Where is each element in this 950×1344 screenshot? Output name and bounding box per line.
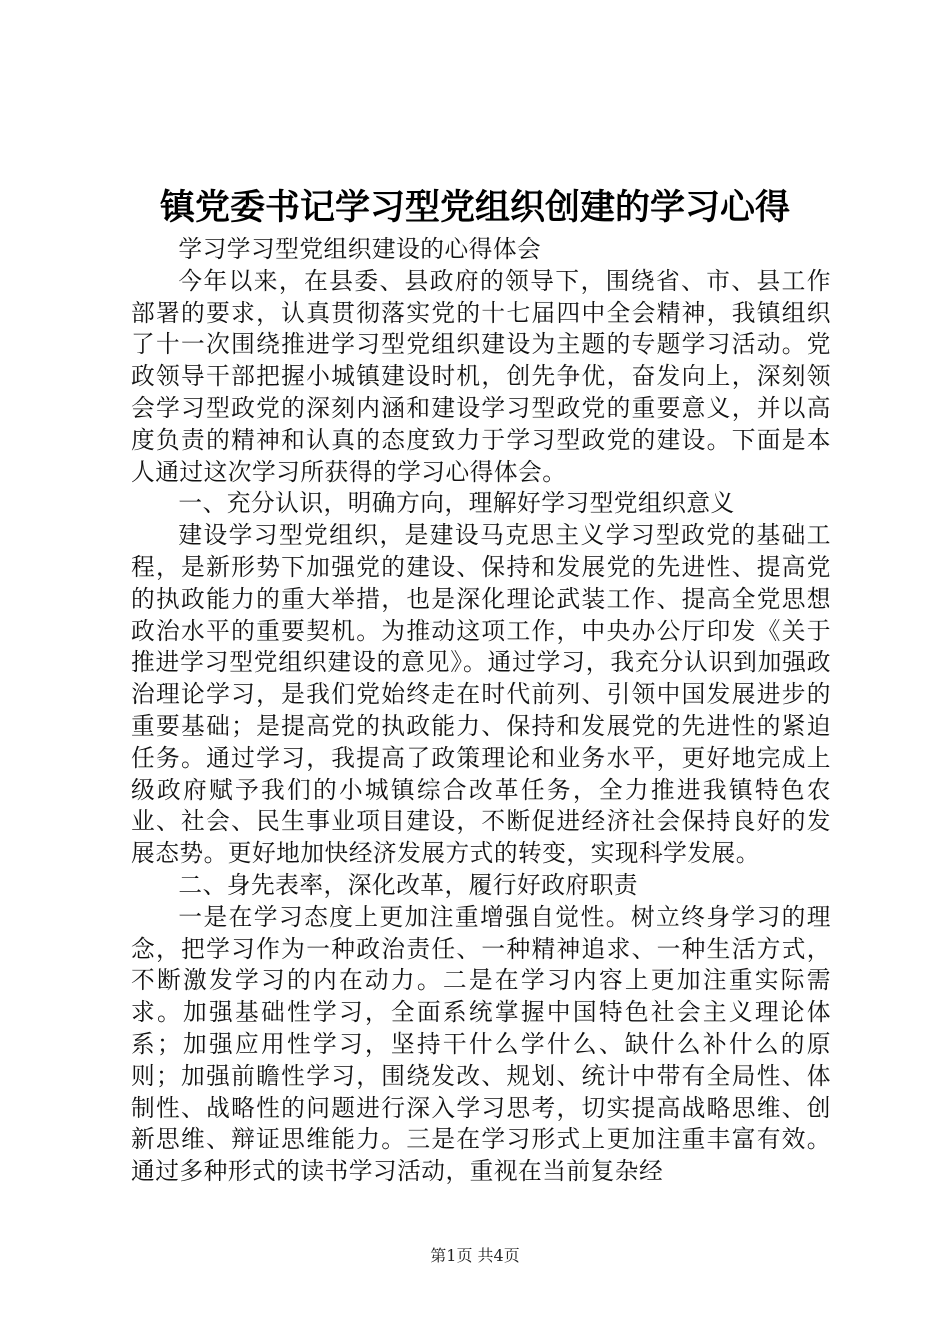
page-number: 第1页 共4页 [430,1246,520,1265]
paragraph-intro: 今年以来，在县委、县政府的领导下，围绕省、市、县工作部署的要求，认真贯彻落实党的十七届四中全会精神，我镇组织了十一次围绕推进学习型党组织建设为主题的专题学习活动。党政领导干部把握小城镇建设时机，创先争优，奋发向上，深刻领会学习型政党的深刻内涵和建设学习型政党的重要意义，并以高度负责的精神和认真的态度致力于学习型政党的建设。下面是本人通过这次学习所获得的学习心得体会。 [131,266,831,486]
paragraph-section-2: 一是在学习态度上更加注重增强自觉性。树立终身学习的理念，把学习作为一种政治责任、一种精神追求、一种生活方式，不断激发学习的内在动力。二是在学习内容上更加注重实际需求。加强基础性学习，全面系统掌握中国特色社会主义理论体系；加强应用性学习，坚持干什么学什么、缺什么补什么的原则；加强前瞻性学习，围绕发改、规划、统计中带有全局性、体制性、战略性的问题进行深入学习思考，切实提高战略思维、创新思维、辩证思维能力。三是在学习形式上更加注重丰富有效。通过多种形式的读书学习活动，重视在当前复杂经 [131,902,831,1186]
section-heading-1: 一、充分认识，明确方向，理解好学习型党组织意义 [178,489,735,518]
section-heading-2: 二、身先表率，深化改革，履行好政府职责 [178,870,638,899]
paragraph-section-1: 建设学习型党组织，是建设马克思主义学习型政党的基础工程，是新形势下加强党的建设、保持和发展党的先进性、提高党的执政能力的重大举措，也是深化理论武装工作、提高全党思想政治水平的重要契机。为推动这项工作，中央办公厅印发《关于推进学习型党组织建设的意见》。通过学习，我充分认识到加强政治理论学习，是我们党始终走在时代前列、引领中国发展进步的重要基础；是提高党的执政能力、保持和发展党的先进性的紧迫任务。通过学习，我提高了政策理论和业务水平，更好地完成上级政府赋予我们的小城镇综合改革任务，全力推进我镇特色农业、社会、民生事业项目建设，不断促进经济社会保持良好的发展态势。更好地加快经济发展方式的转变，实现科学发展。 [131,521,831,868]
document-body [131,234,831,1188]
document-title: 镇党委书记学习型党组织创建的学习心得 [159,187,790,228]
document-subtitle: 学习学习型党组织建设的心得体会 [178,235,542,263]
